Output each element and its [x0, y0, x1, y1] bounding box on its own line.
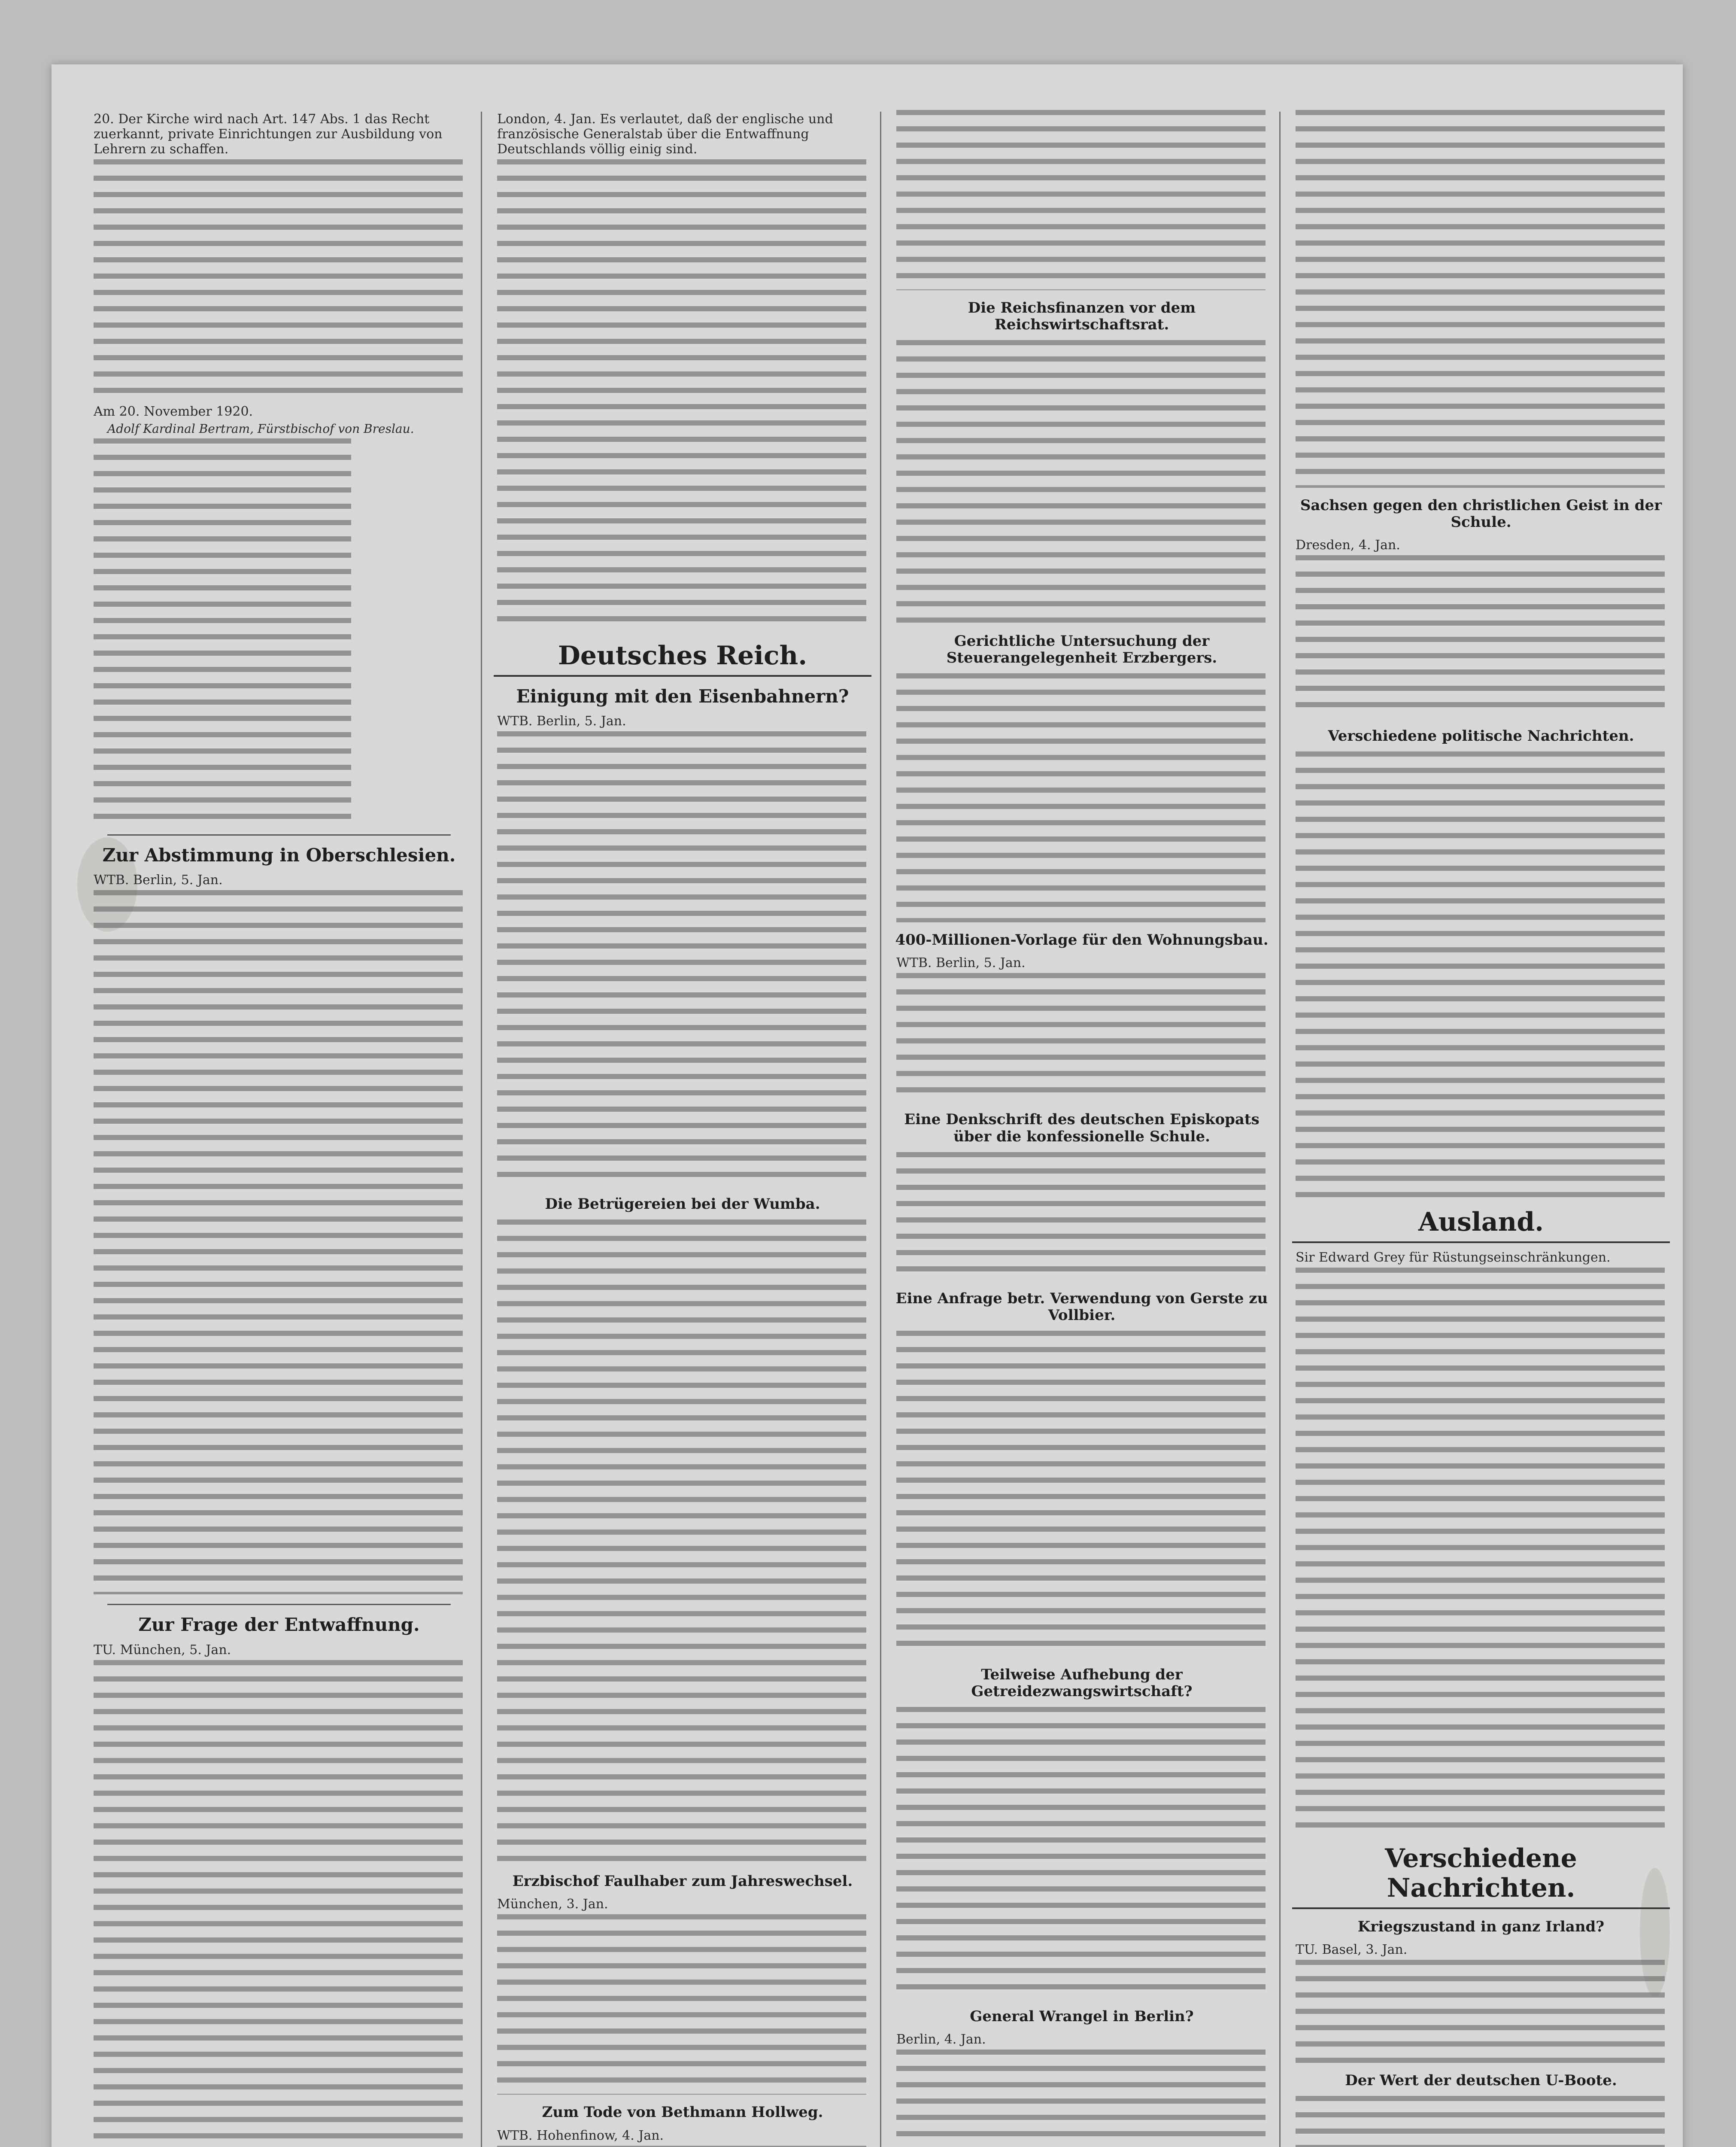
- column-2: [494, 107, 871, 2147]
- article-text: [497, 731, 866, 1186]
- article-text: [497, 2146, 866, 2147]
- article-text: [94, 1660, 463, 2147]
- headline: Der Wert der deutschen U-Boote.: [1345, 2072, 1617, 2089]
- headline: Zum Tode von Bethmann Hollweg.: [542, 2104, 823, 2121]
- headline: Zur Abstimmung in Oberschlesien.: [102, 845, 456, 866]
- article-text: [1296, 555, 1665, 718]
- headline: 400-Millionen-Vorlage für den Wohnungsbau.: [895, 931, 1269, 949]
- column-3: [893, 107, 1271, 2147]
- dateline: WTB. Berlin, 5. Jan.: [497, 714, 626, 729]
- column-rule: [880, 112, 881, 2147]
- headline: Die Reichsfinanzen vor dem Reichswirtschaftsrat.: [968, 299, 1196, 334]
- dateline: TU. Basel, 3. Jan.: [1296, 1942, 1408, 1958]
- divider: [107, 834, 451, 836]
- article-lead: Sir Edward Grey für Rüstungseinschränkungen.: [1296, 1250, 1611, 1265]
- article-text: [1296, 1268, 1665, 1834]
- article-text: [497, 1914, 866, 2095]
- headline: General Wrangel in Berlin?: [970, 2008, 1194, 2025]
- article-text: [896, 973, 1266, 1102]
- headline: Sachsen gegen den christlichen Geist in der Schule.: [1300, 497, 1662, 531]
- section-title: Verschiedene Nachrichten.: [1292, 1844, 1670, 1909]
- article-text: [94, 159, 463, 400]
- headline: Kriegszustand in ganz Irland?: [1357, 1918, 1605, 1936]
- date-line: Am 20. November 1920.: [94, 404, 253, 419]
- headline: Eine Anfrage betr. Verwendung von Gerste zu Vollbier.: [895, 1289, 1268, 1324]
- article-text: [896, 2050, 1266, 2147]
- column-rule: [481, 112, 482, 2147]
- article-text: [896, 673, 1266, 922]
- headline: Eine Denkschrift des deutschen Episkopats über die konfessionelle Schule.: [904, 1111, 1260, 1145]
- article-text: [896, 110, 1266, 290]
- newspaper-page: [52, 64, 1683, 2147]
- article-lead: London, 4. Jan. Es verlautet, daß der englische und französische Generalstab über die Entwaffnung Deutschlands völlig einig sind.: [497, 112, 833, 157]
- article-text: [497, 159, 866, 632]
- signatory: Adolf Kardinal Bertram, Fürstbischof von Breslau.: [107, 422, 414, 436]
- dateline: WTB. Berlin, 5. Jan.: [94, 873, 223, 888]
- article-text: [896, 1331, 1266, 1657]
- section-title: Ausland.: [1292, 1207, 1670, 1243]
- article-text: [1296, 751, 1665, 1198]
- headline: Teilweise Aufhebung der Getreidezwangswirtschaft?: [971, 1666, 1193, 1700]
- article-text: [1296, 110, 1665, 488]
- headline: Zur Frage der Entwaffnung.: [138, 1614, 420, 1636]
- article-text: [896, 1152, 1266, 1281]
- article-text: [896, 1707, 1266, 1999]
- article-text: [1296, 1960, 1665, 2063]
- signatory-list: [94, 438, 351, 825]
- column-4: [1292, 107, 1670, 2147]
- column-1: [90, 107, 468, 2147]
- divider: [107, 1604, 451, 1605]
- article-text: [94, 890, 463, 1594]
- dateline: Berlin, 4. Jan.: [896, 2032, 986, 2047]
- article-lead: 20. Der Kirche wird nach Art. 147 Abs. 1 das Recht zuerkannt, private Einrichtungen zur Ausbildung von Lehrern zu schaffen.: [94, 112, 443, 157]
- headline: Einigung mit den Eisenbahnern?: [516, 686, 849, 707]
- article-text: [497, 1219, 866, 1864]
- dateline: WTB. Hohenfinow, 4. Jan.: [497, 2128, 664, 2143]
- section-title: Deutsches Reich.: [494, 641, 871, 677]
- dateline: München, 3. Jan.: [497, 1897, 608, 1912]
- headline: Die Betrügereien bei der Wumba.: [545, 1195, 820, 1213]
- headline: Verschiedene politische Nachrichten.: [1328, 727, 1634, 745]
- headline: Gerichtliche Untersuchung der Steuerangelegenheit Erzbergers.: [946, 633, 1217, 667]
- article-text: [896, 340, 1266, 623]
- article-text: [1296, 2096, 1665, 2147]
- dateline: Dresden, 4. Jan.: [1296, 538, 1400, 553]
- dateline: TU. München, 5. Jan.: [94, 1642, 231, 1657]
- column-rule: [1279, 112, 1281, 2147]
- headline: Erzbischof Faulhaber zum Jahreswechsel.: [512, 1873, 853, 1890]
- dateline: WTB. Berlin, 5. Jan.: [896, 955, 1026, 971]
